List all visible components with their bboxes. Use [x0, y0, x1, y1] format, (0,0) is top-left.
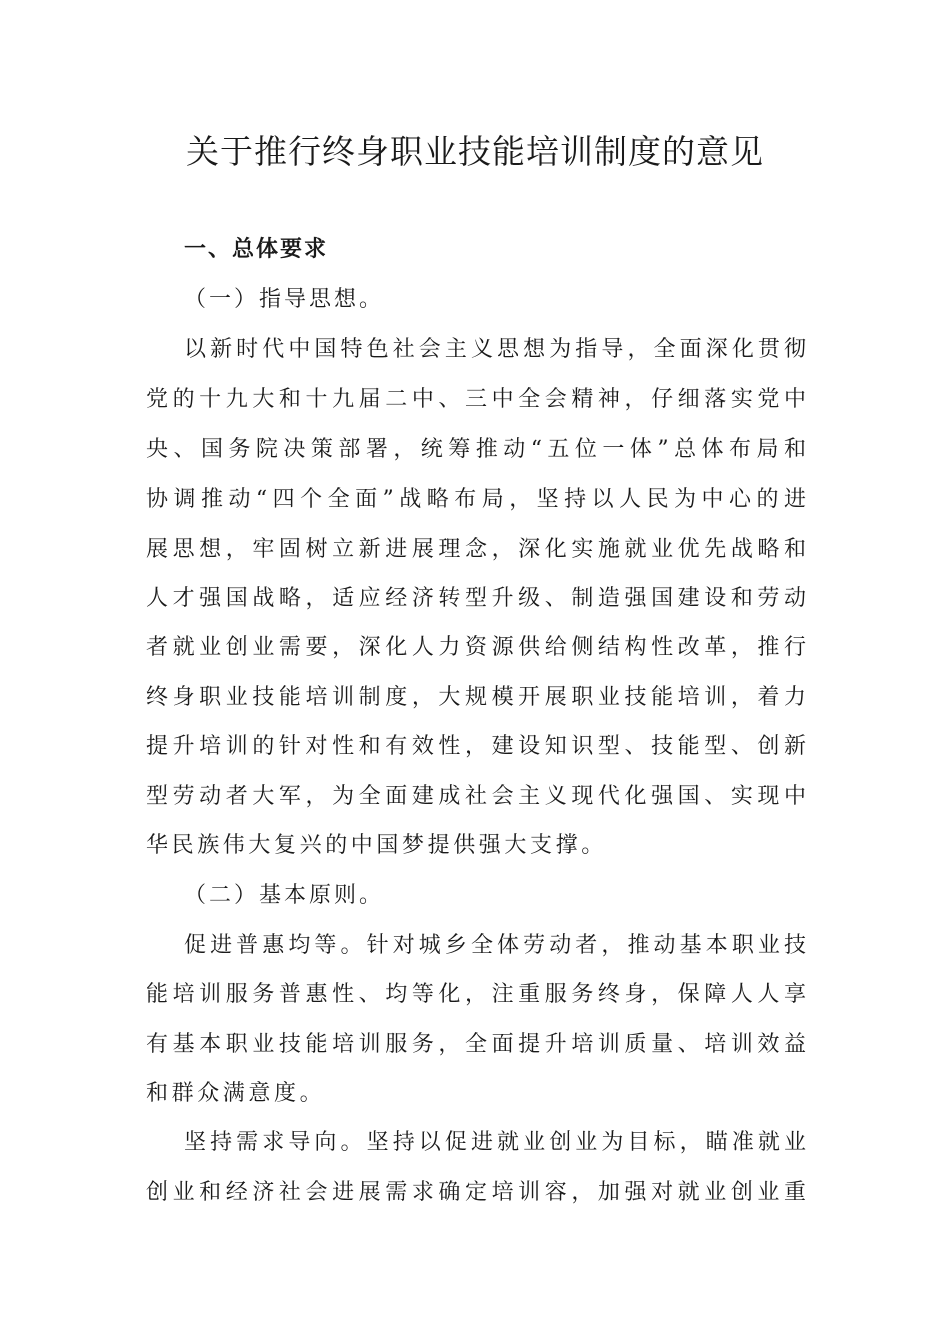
paragraph-line: 以新时代中国特色社会主义思想为指导，全面深化贯彻: [184, 337, 806, 362]
paragraph-line: 有基本职业技能培训服务，全面提升培训质量、培训效益: [146, 1032, 806, 1057]
paragraph-line: 促进普惠均等。针对城乡全体劳动者，推动基本职业技: [184, 933, 806, 958]
paragraph-line: 展思想，牢固树立新进展理念，深化实施就业优先战略和: [146, 537, 806, 562]
paragraph-line: 能培训服务普惠性、均等化，注重服务终身，保障人人享: [146, 982, 806, 1007]
section-heading-general-requirements: 一、总体要求: [184, 237, 329, 262]
document-title: 关于推行终身职业技能培训制度的意见: [186, 132, 764, 171]
paragraph-line: 型劳动者大军，为全面建成社会主义现代化强国、实现中: [146, 784, 806, 809]
paragraph-line: 党的十九大和十九届二中、三中全会精神，仔细落实党中: [146, 387, 806, 412]
paragraph-line: 者就业创业需要，深化人力资源供给侧结构性改革，推行: [146, 635, 806, 660]
paragraph-line: 终身职业技能培训制度，大规模开展职业技能培训，着力: [146, 685, 806, 710]
subsection-heading-basic-principles: （二）基本原则。: [184, 883, 385, 908]
paragraph-line: 人才强国战略，适应经济转型升级、制造强国建设和劳动: [146, 586, 806, 611]
paragraph-line: 和群众满意度。: [146, 1081, 326, 1106]
paragraph-line: 央、国务院决策部署，统筹推动“五位一体”总体布局和: [146, 437, 806, 462]
paragraph-line: 提升培训的针对性和有效性，建设知识型、技能型、创新: [146, 734, 806, 759]
paragraph-line: 协调推动“四个全面”战略布局，坚持以人民为中心的进: [146, 487, 806, 512]
subsection-heading-guiding-ideology: （一）指导思想。: [184, 287, 385, 312]
paragraph-line: 创业和经济社会进展需求确定培训容，加强对就业创业重: [146, 1180, 806, 1205]
paragraph-line: 华民族伟大复兴的中国梦提供强大支撑。: [146, 833, 607, 858]
paragraph-line: 坚持需求导向。坚持以促进就业创业为目标，瞄准就业: [184, 1130, 806, 1155]
